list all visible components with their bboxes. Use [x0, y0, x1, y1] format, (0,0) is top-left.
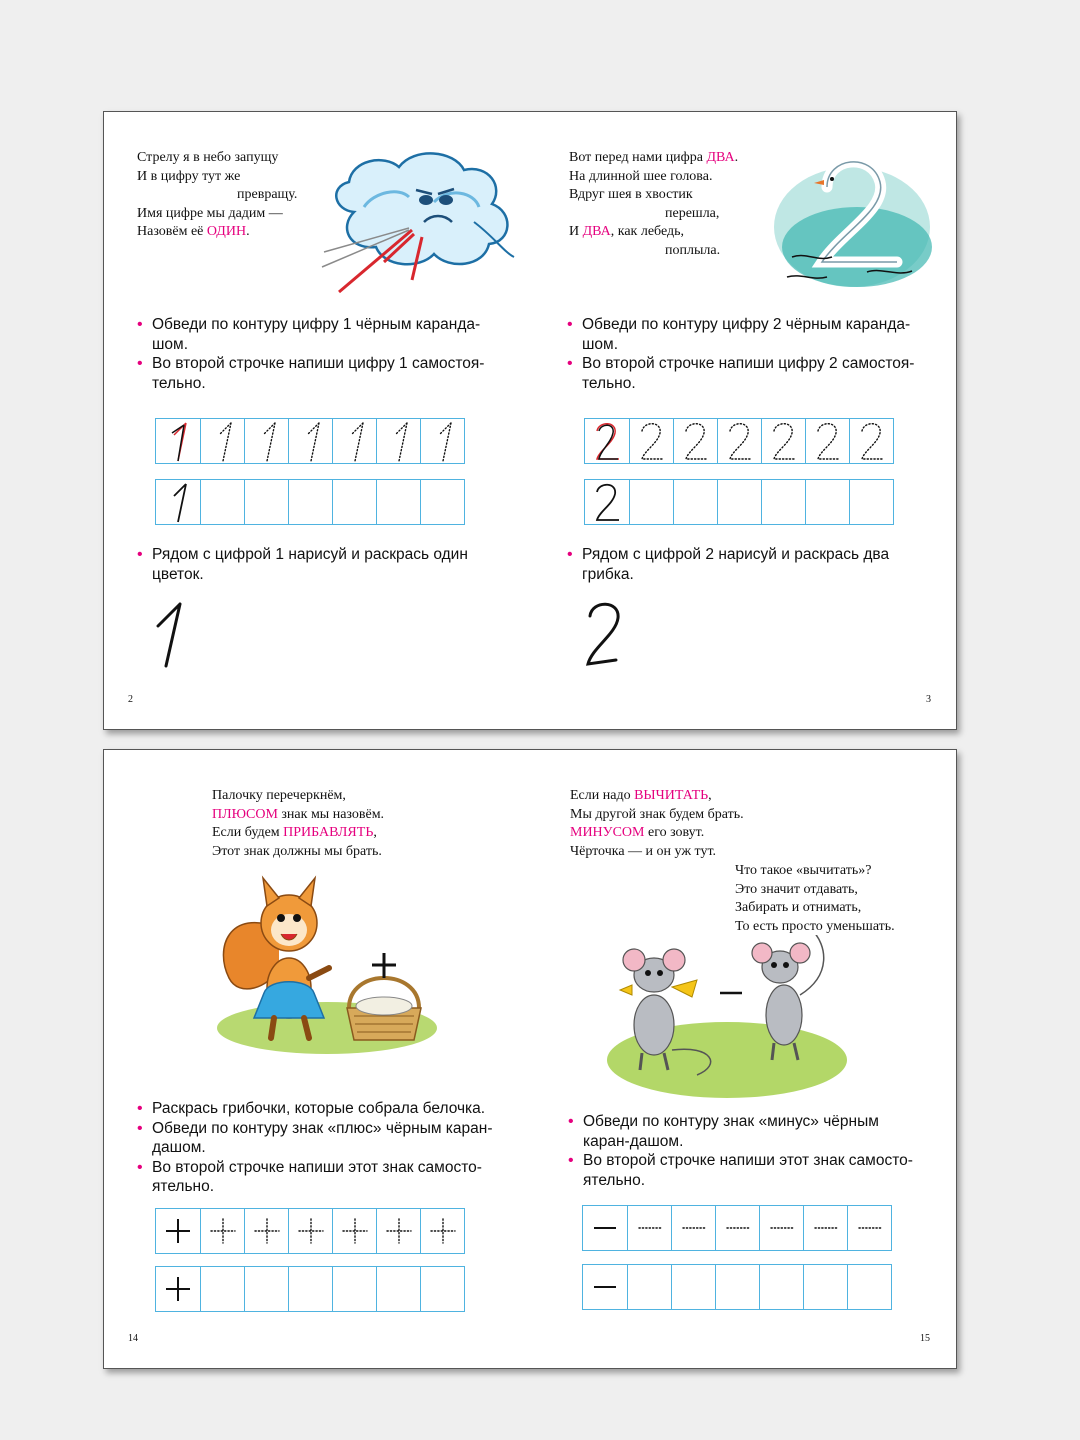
- write-cell-empty[interactable]: [200, 480, 244, 524]
- poem-line: [570, 824, 744, 843]
- write-cell-empty[interactable]: [420, 480, 464, 524]
- task-right: [567, 545, 922, 584]
- trace-cell-dotted[interactable]: [200, 1209, 244, 1253]
- dotted-guide: [672, 1206, 716, 1250]
- dotted-guide: [760, 1206, 804, 1250]
- dotted-guide: [762, 419, 806, 463]
- poem-line: [735, 899, 895, 918]
- write-cell-empty[interactable]: [805, 480, 849, 524]
- trace-cell-first[interactable]: [585, 419, 629, 463]
- poem-line: [569, 205, 738, 224]
- poem-text: Стрелу я в небо запущу: [137, 150, 279, 165]
- instruction-item: • Обведи по контуру цифру 2 чёрным каранда-шом.: [567, 315, 922, 354]
- dotted-guide: [333, 1209, 377, 1253]
- write-cell-empty[interactable]: [244, 480, 288, 524]
- dotted-guide: [245, 1209, 289, 1253]
- trace-cell-dotted[interactable]: [420, 419, 464, 463]
- page-number-right: 3: [926, 694, 931, 705]
- highlight-word: ОДИН: [206, 224, 247, 239]
- instruction-item: • Во второй строчке напиши этот знак самосто-ятельно.: [137, 1158, 497, 1197]
- swan-two-illustration: [772, 147, 932, 292]
- trace-cell-dotted[interactable]: [376, 1209, 420, 1253]
- dotted-guide: [806, 419, 850, 463]
- poem-text: превращу.: [237, 187, 298, 202]
- highlight-word: ДВА: [582, 224, 611, 239]
- trace-cell-dotted[interactable]: [332, 419, 376, 463]
- poem-text: знак мы назовём.: [277, 806, 385, 822]
- trace-cell-dotted[interactable]: [849, 419, 893, 463]
- trace-cell-dotted[interactable]: [288, 419, 332, 463]
- poem-line: [137, 168, 297, 187]
- poem-line: [569, 186, 738, 205]
- poem-minus-2: [735, 862, 895, 936]
- big-digit-one: [144, 600, 194, 670]
- spread-pages-2-3: [103, 111, 957, 730]
- poem-text: Это значит отдавать,: [735, 881, 858, 897]
- trace-cell-dotted[interactable]: [244, 419, 288, 463]
- task-text: • Рядом с цифрой 2 нарисуй и раскрась два грибка.: [567, 545, 922, 584]
- write-cell-empty[interactable]: [803, 1265, 847, 1309]
- poem-text: И в цифру тут же: [137, 168, 241, 184]
- trace-cell-first[interactable]: [583, 1206, 627, 1250]
- poem-text: .: [246, 224, 250, 239]
- instruction-item: • Обведи по контуру знак «плюс» чёрным каран-дашом.: [137, 1119, 497, 1158]
- poem-text: Чёрточка — и он уж тут.: [570, 843, 717, 859]
- trace-cell-first[interactable]: [156, 1209, 200, 1253]
- write-cell-empty[interactable]: [629, 480, 673, 524]
- trace-cell-dotted[interactable]: [673, 419, 717, 463]
- dotted-guide: [716, 1206, 760, 1250]
- write-cell-empty[interactable]: [200, 1267, 244, 1311]
- instruction-item: • Во второй строчке напиши цифру 2 самостоя-тельно.: [567, 354, 922, 393]
- write-cell-empty[interactable]: [759, 1265, 803, 1309]
- poem-text: его зовут.: [644, 825, 705, 840]
- poem-plus: [212, 787, 384, 861]
- dotted-guide: [377, 1209, 421, 1253]
- dotted-guide: [718, 419, 762, 463]
- trace-row-digit-1: [155, 418, 465, 464]
- poem-line: [212, 843, 384, 862]
- highlight-word: ПРИБАВЛЯТЬ: [283, 825, 374, 840]
- poem-line: [735, 918, 895, 937]
- poem-line: [735, 881, 895, 900]
- instructions-plus: [137, 1099, 497, 1197]
- poem-text: И: [569, 224, 583, 239]
- highlight-word: ДВА: [706, 150, 735, 165]
- write-cell-empty[interactable]: [420, 1267, 464, 1311]
- trace-cell-dotted[interactable]: [847, 1206, 891, 1250]
- trace-cell-dotted[interactable]: [200, 419, 244, 463]
- dotted-guide: [245, 419, 289, 463]
- poem-text: ,: [708, 788, 712, 803]
- poem-text: Если надо: [570, 788, 635, 803]
- write-cell-empty[interactable]: [847, 1265, 891, 1309]
- squirrel-basket-illustration: [209, 868, 439, 1058]
- task-text: • Рядом с цифрой 1 нарисуй и раскрась один цветок.: [137, 545, 492, 584]
- instruction-item: • Во второй строчке напиши цифру 1 самостоя-тельно.: [137, 354, 492, 393]
- instruction-item: • Раскрась грибочки, которые собрала белочка.: [137, 1099, 497, 1119]
- trace-cell-dotted[interactable]: [805, 419, 849, 463]
- page-number-left: 14: [128, 1333, 138, 1344]
- mice-minus-illustration: [602, 935, 847, 1100]
- poem-line: [137, 223, 297, 242]
- poem-minus: [570, 787, 744, 861]
- poem-line: [735, 862, 895, 881]
- poem-text: поплыла.: [665, 242, 721, 258]
- poem-line: [137, 205, 297, 224]
- poem-text: Палочку перечеркнём,: [212, 788, 346, 803]
- poem-line: [569, 223, 738, 242]
- write-cell-empty[interactable]: [761, 480, 805, 524]
- poem-line: [570, 843, 744, 862]
- instruction-item: • Обведи по контуру цифру 1 чёрным каранда-шом.: [137, 315, 492, 354]
- dotted-guide: [289, 1209, 333, 1253]
- poem-text: , как лебедь,: [610, 224, 685, 239]
- highlight-word: ВЫЧИТАТЬ: [634, 788, 709, 803]
- task-left: [137, 545, 492, 584]
- trace-cell-dotted[interactable]: [420, 1209, 464, 1253]
- trace-cell-dotted[interactable]: [332, 1209, 376, 1253]
- trace-cell-dotted[interactable]: [803, 1206, 847, 1250]
- poem-line: [569, 168, 738, 187]
- trace-cell-dotted[interactable]: [376, 419, 420, 463]
- poem-line: [212, 806, 384, 825]
- trace-cell-dotted[interactable]: [288, 1209, 332, 1253]
- trace-cell-dotted[interactable]: [627, 1206, 671, 1250]
- dotted-guide: [674, 419, 718, 463]
- dotted-guide: [333, 419, 377, 463]
- poem-text: То есть просто уменьшать.: [735, 918, 895, 934]
- trace-row-minus: [582, 1205, 892, 1251]
- trace-cell-dotted[interactable]: [715, 1206, 759, 1250]
- page-number-left: 2: [128, 694, 133, 705]
- dotted-guide: [201, 419, 245, 463]
- trace-cell-dotted[interactable]: [759, 1206, 803, 1250]
- dotted-guide: [289, 419, 333, 463]
- dotted-guide: [850, 419, 894, 463]
- poem-text: ,: [373, 825, 377, 840]
- instructions-left: [137, 315, 492, 393]
- poem-text: Имя цифре мы дадим —: [137, 205, 283, 221]
- trace-cell-dotted[interactable]: [629, 419, 673, 463]
- write-row-digit-2: [584, 479, 894, 525]
- highlight-word: МИНУСОМ: [570, 825, 645, 840]
- spread-pages-14-15: [103, 749, 957, 1369]
- write-cell-empty[interactable]: [627, 1265, 671, 1309]
- big-digit-two: [580, 600, 630, 670]
- poem-line: [212, 787, 384, 806]
- dotted-guide: [421, 419, 465, 463]
- instruction-item: • Во второй строчке напиши этот знак самосто-ятельно.: [568, 1151, 923, 1190]
- poem-text: Вдруг шея в хвостик: [569, 187, 693, 202]
- instruction-item: • Обведи по контуру знак «минус» чёрным каран-дашом.: [568, 1112, 923, 1151]
- instructions-right: [567, 315, 922, 393]
- write-cell-empty[interactable]: [673, 480, 717, 524]
- poem-line: [569, 242, 738, 261]
- poem-one: [137, 149, 297, 242]
- trace-cell-dotted[interactable]: [761, 419, 805, 463]
- write-cell-empty[interactable]: [717, 480, 761, 524]
- poem-line: [212, 824, 384, 843]
- write-cell-empty[interactable]: [332, 480, 376, 524]
- dotted-guide: [804, 1206, 848, 1250]
- poem-text: Что такое «вычитать»?: [735, 863, 872, 878]
- write-row-minus: [582, 1264, 892, 1310]
- poem-text: перешла,: [665, 205, 720, 221]
- poem-line: [570, 806, 744, 825]
- poem-text: На длинной шее голова.: [569, 168, 713, 184]
- cloud-arrow-illustration: [314, 142, 519, 297]
- write-cell-example[interactable]: [585, 480, 629, 524]
- poem-line: [137, 149, 297, 168]
- poem-line: [570, 787, 744, 806]
- trace-cell-dotted[interactable]: [244, 1209, 288, 1253]
- highlight-word: ПЛЮСОМ: [212, 806, 278, 822]
- poem-line: [569, 149, 738, 168]
- write-cell-example[interactable]: [583, 1265, 627, 1309]
- write-row-digit-1: [155, 479, 465, 525]
- write-cell-empty[interactable]: [376, 1267, 420, 1311]
- trace-row-digit-2: [584, 418, 894, 464]
- write-cell-empty[interactable]: [288, 480, 332, 524]
- dotted-guide: [630, 419, 674, 463]
- poem-line: [137, 186, 297, 205]
- poem-two: [569, 149, 738, 260]
- dotted-guide: [201, 1209, 245, 1253]
- write-cell-example[interactable]: [156, 480, 200, 524]
- poem-text: Вот перед нами цифра: [569, 150, 707, 165]
- page-number-right: 15: [920, 1333, 930, 1344]
- write-cell-empty[interactable]: [332, 1267, 376, 1311]
- poem-text: Если будем: [212, 825, 284, 840]
- trace-cell-first[interactable]: [156, 419, 200, 463]
- poem-text: Этот знак должны мы брать.: [212, 843, 382, 859]
- trace-cell-dotted[interactable]: [671, 1206, 715, 1250]
- write-cell-example[interactable]: [156, 1267, 200, 1311]
- poem-text: Забирать и отнимать,: [735, 900, 862, 915]
- write-cell-empty[interactable]: [849, 480, 893, 524]
- dotted-guide: [377, 419, 421, 463]
- poem-text: Мы другой знак будем брать.: [570, 806, 744, 822]
- instructions-minus: [568, 1112, 923, 1190]
- write-cell-empty[interactable]: [715, 1265, 759, 1309]
- write-cell-empty[interactable]: [288, 1267, 332, 1311]
- poem-text: Назовём её: [137, 224, 207, 239]
- dotted-guide: [848, 1206, 892, 1250]
- write-cell-empty[interactable]: [376, 480, 420, 524]
- write-cell-empty[interactable]: [671, 1265, 715, 1309]
- dotted-guide: [628, 1206, 672, 1250]
- write-row-plus: [155, 1266, 465, 1312]
- poem-text: .: [734, 150, 739, 165]
- dotted-guide: [421, 1209, 465, 1253]
- trace-row-plus: [155, 1208, 465, 1254]
- trace-cell-dotted[interactable]: [717, 419, 761, 463]
- write-cell-empty[interactable]: [244, 1267, 288, 1311]
